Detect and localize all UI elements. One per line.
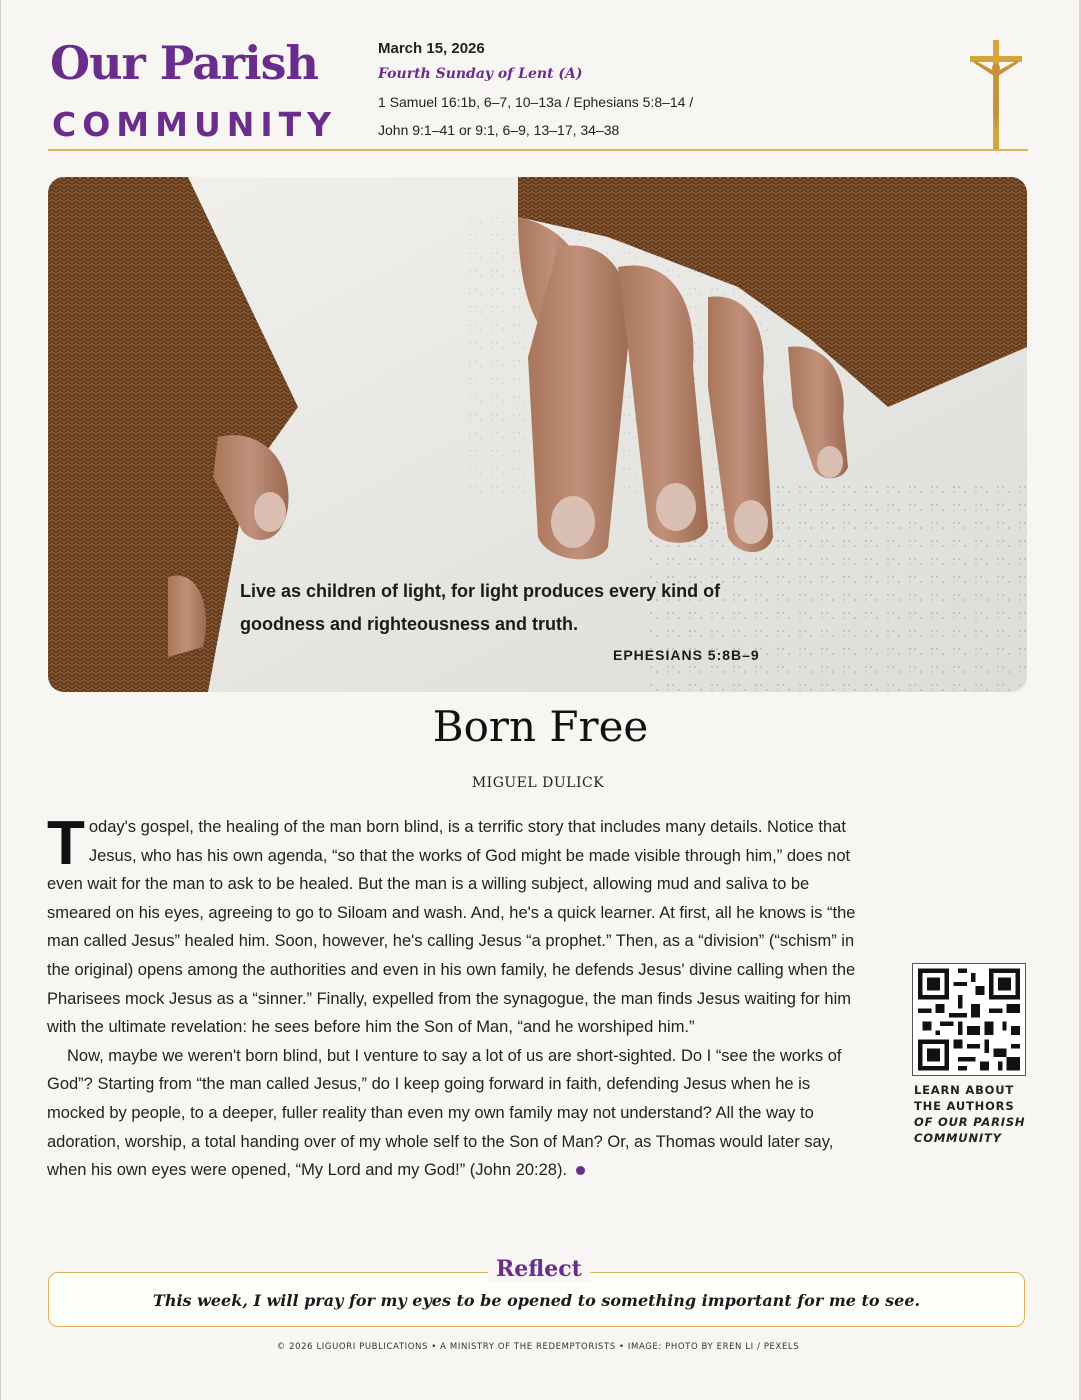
- paragraph-2: [47, 1042, 992, 1185]
- header-divider: [48, 149, 1028, 151]
- qr-caption-line-4: COMMUNITY: [914, 1131, 1002, 1145]
- drop-cap: T: [47, 809, 85, 878]
- qr-caption: [914, 1082, 1025, 1146]
- qr-caption-line-2: THE AUTHORS: [914, 1099, 1015, 1113]
- liturgical-day: Fourth Sunday of Lent (A): [378, 66, 583, 82]
- paragraph-2-text: Now, maybe we weren't born blind, but I venture to say a lot of us are short-sighted. Do I “see the works of God”? Starting from “the man called Jesus,” do I keep going forward in faith, defending Jesus when he is mocked by people, to a deeper, fuller reality than even my own family may not understand? All the way to adoration, worship, a total handing over of my whole self to the Son of Man? Or, as Thomas would later say, when his own eyes were opened, “My Lord and my God!” (John 20:28).: [47, 1046, 842, 1180]
- issue-date: March 15, 2026: [378, 40, 485, 57]
- article-author: MIGUEL DULICK: [471, 775, 605, 791]
- reflect-heading: Reflect: [488, 1256, 590, 1282]
- logo-subtitle: COMMUNITY: [52, 105, 338, 144]
- reflect-prompt: This week, I will pray for my eyes to be opened to something important for me to see.: [152, 1291, 921, 1310]
- hero-image: [48, 177, 1027, 692]
- readings-line-1: 1 Samuel 16:1b, 6–7, 10–13a / Ephesians 5:8–14 /: [378, 94, 694, 110]
- article-body: [47, 809, 992, 1185]
- paragraph-1-text: oday's gospel, the healing of the man born blind, is a terrific story that includes many details. Notice that Jesus, who has his own agenda, “so that the works of God might be made visible through him,” does not even wait for the man to ask to be healed. But the man is a willing subject, allowing mud and saliva to be smeared on his eyes, agreeing to go to Siloam and wash. And, he's a quick learner. At first, all he knows is “the man called Jesus” healed him. Soon, however, he's calling Jesus “a prophet.” Then, as a “division” (“schism” in the original) opens among the authorities and even in his own family, he defends Jesus' divine calling when the Pharisees mock Jesus as a “sinner.” Finally, expelled from the synagogue, the man finds Jesus waiting for him with the ultimate revelation: he sees before him the Son of Man, “and he worshiped him.”: [47, 818, 856, 1037]
- hero-citation: EPHESIANS 5:8B–9: [613, 647, 760, 663]
- logo-title: Our Parish: [50, 36, 318, 90]
- copyright-footer: © 2026 LIGUORI PUBLICATIONS • A MINISTRY OF THE REDEMPTORISTS • IMAGE: PHOTO BY EREN LI / PEXELS: [276, 1342, 800, 1352]
- qr-caption-line-3: OF OUR PARISH: [914, 1115, 1026, 1129]
- end-mark-icon: [576, 1166, 585, 1175]
- qr-caption-line-1: LEARN ABOUT: [914, 1083, 1014, 1097]
- readings-line-2: John 9:1–41 or 9:1, 6–9, 13–17, 34–38: [378, 122, 620, 138]
- article-title: Born Free: [432, 702, 649, 751]
- qr-code[interactable]: [912, 963, 1026, 1076]
- hero-quote: Live as children of light, for light produces every kind of goodness and righteousness and truth.: [240, 581, 721, 634]
- crucifix-icon: [964, 40, 1028, 150]
- paragraph-1: [47, 809, 992, 1042]
